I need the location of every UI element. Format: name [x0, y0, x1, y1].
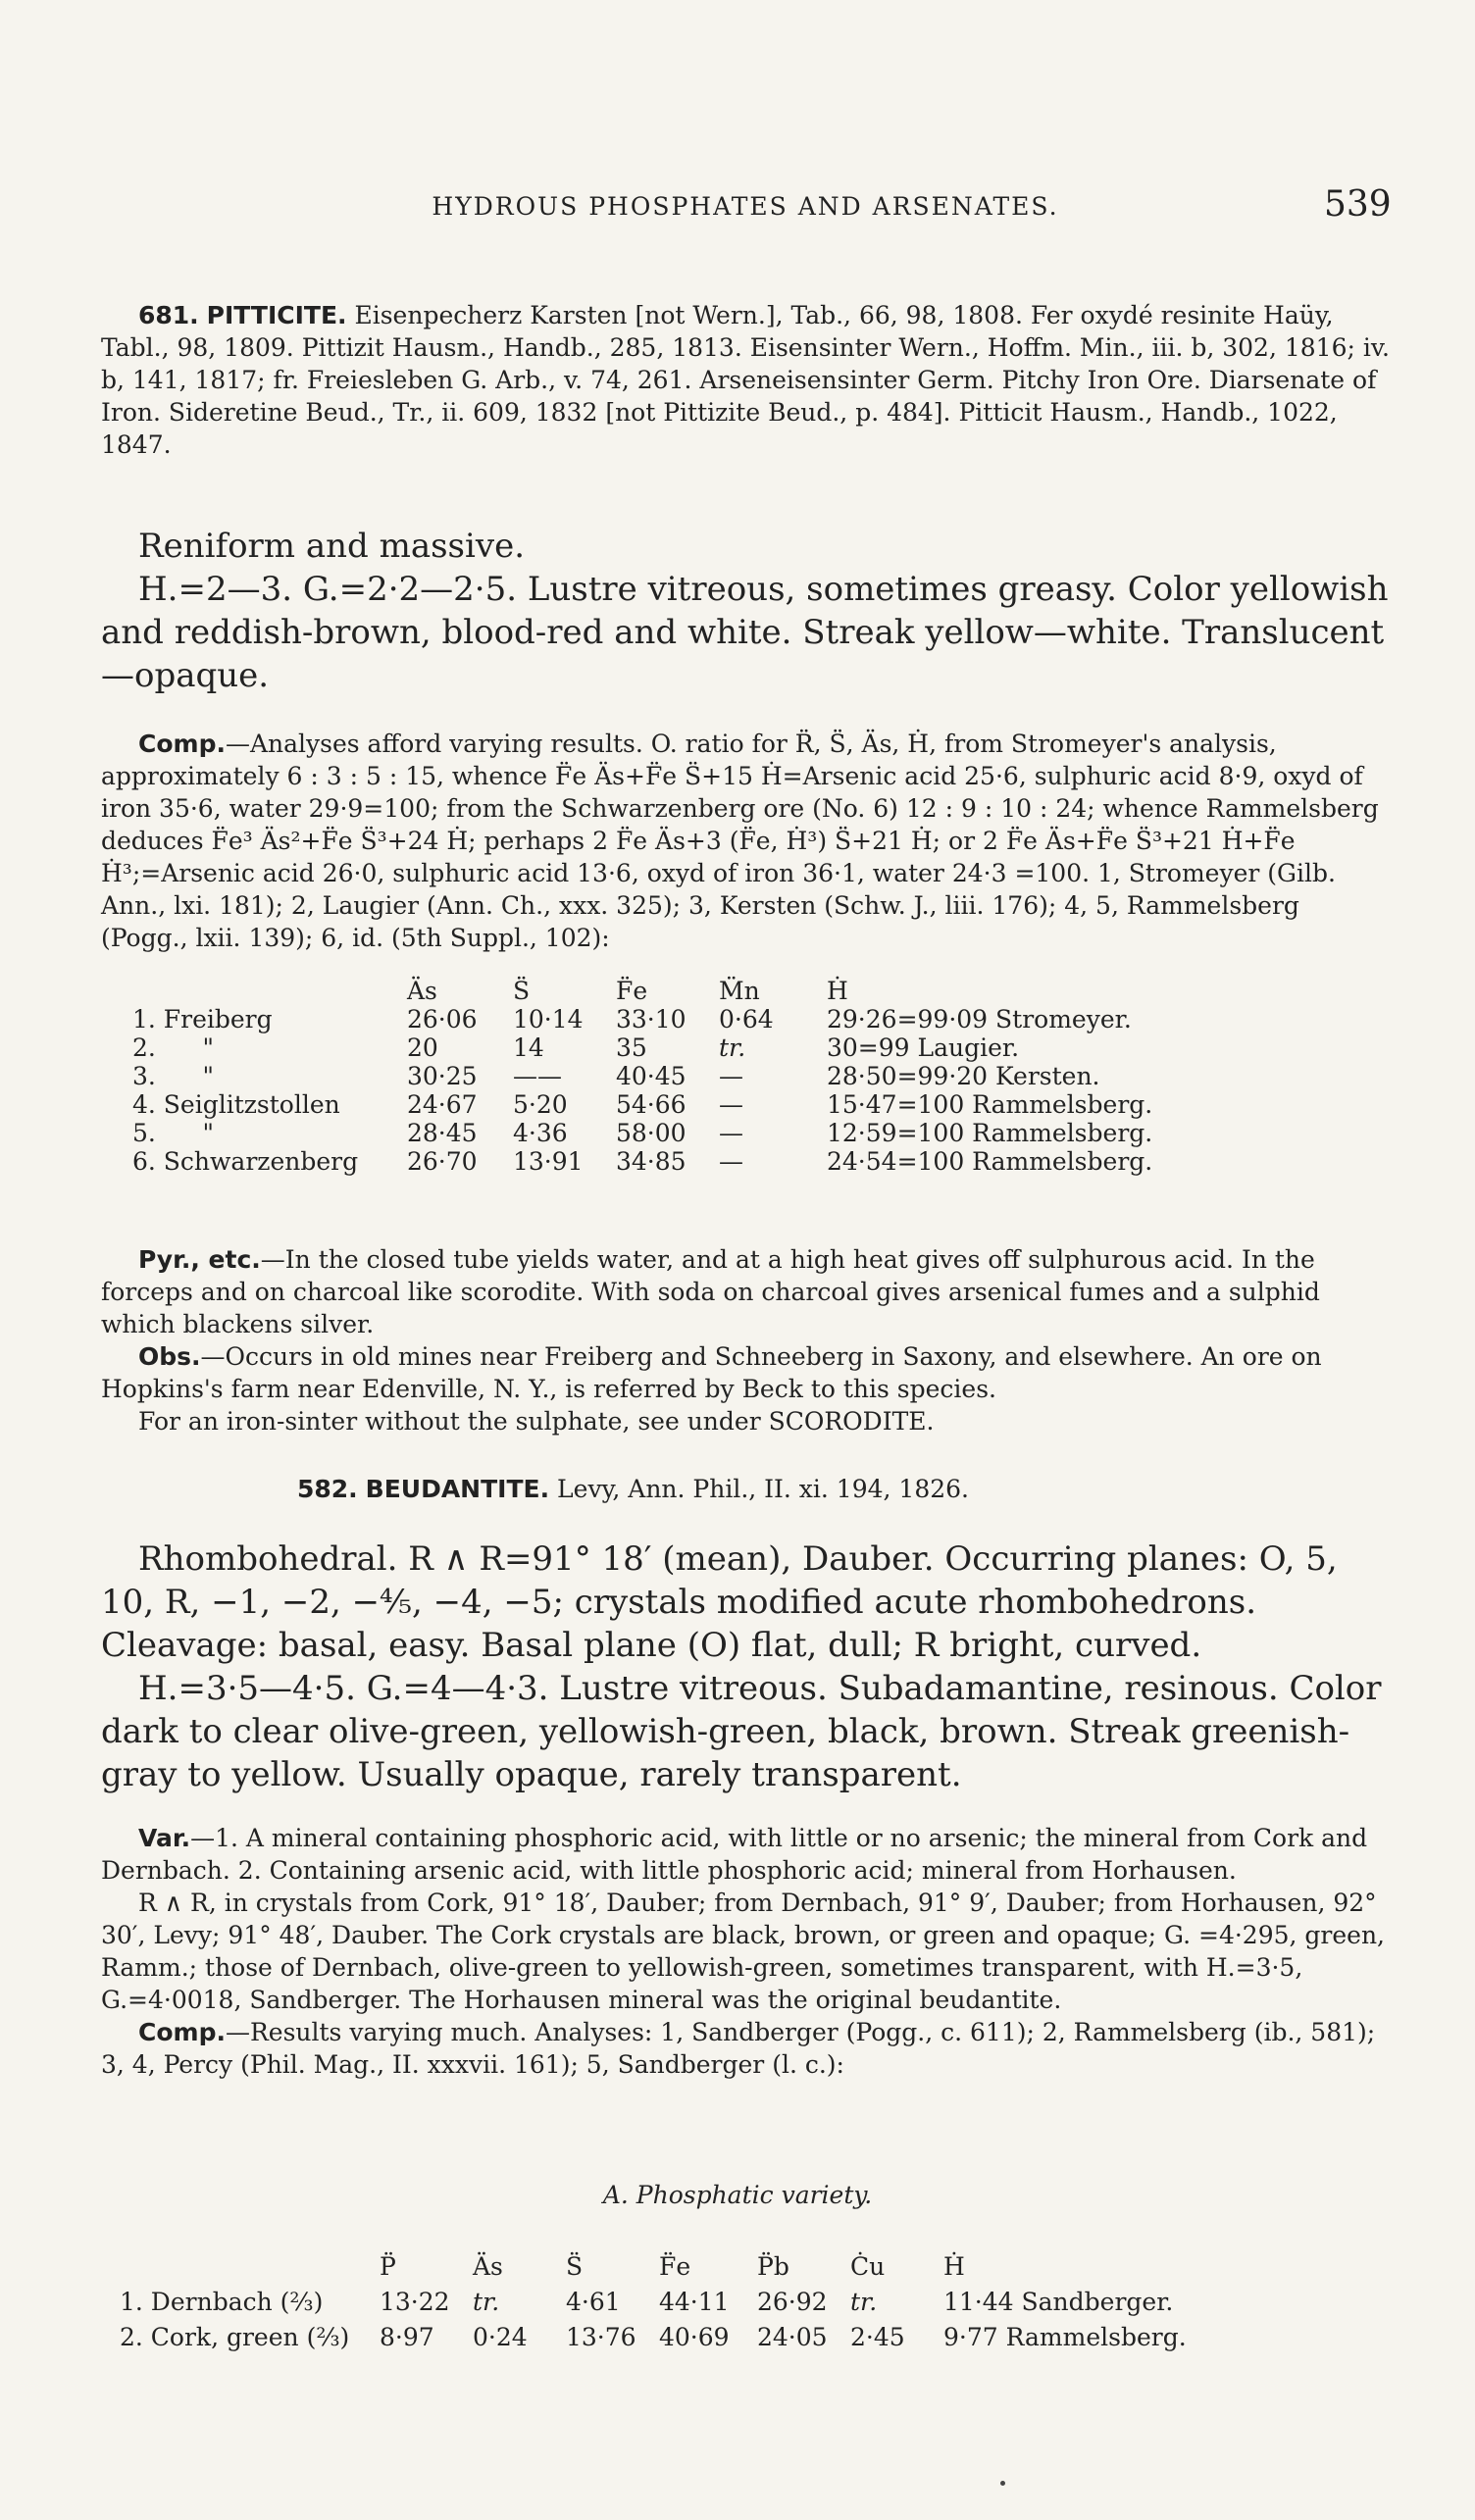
table-cell: 1. Dernbach (⅔) — [120, 2287, 324, 2316]
table-cell: 24·54=100 Rammelsberg. — [827, 1147, 1153, 1176]
table-header-cell: Ḣ — [827, 977, 848, 1005]
table-header-cell: Äs — [473, 2251, 503, 2281]
pitticite-notes — [101, 1243, 1391, 1437]
table-header-cell: P̈b — [757, 2251, 789, 2281]
table-header-cell: Ḣ — [943, 2251, 965, 2281]
table-row — [132, 1033, 1152, 1062]
table-cell: 5. " — [132, 1119, 215, 1147]
table-header-cell: Äs — [407, 977, 437, 1005]
table-cell: 9·77 Rammelsberg. — [943, 2322, 1187, 2351]
table-header-cell — [120, 2248, 380, 2284]
table-cell: 2·45 — [850, 2322, 905, 2351]
table-cell: 11·44 Sandberger. — [943, 2287, 1174, 2316]
pitticite-analysis-table — [132, 977, 1152, 1176]
table-cell: 40·69 — [659, 2322, 730, 2351]
table-cell: — — [719, 1119, 743, 1147]
table-cell: 26·70 — [407, 1147, 478, 1176]
species-number-582: 582. — [297, 1475, 358, 1503]
table-cell: 24·05 — [757, 2322, 828, 2351]
comp-label: Comp. — [138, 730, 226, 758]
table-cell: 0·64 — [719, 1005, 774, 1033]
comp-label: Comp. — [138, 2018, 226, 2046]
pitticite-habit: Reniform and massive. — [138, 527, 526, 566]
table-cell: tr. — [719, 1033, 746, 1062]
beudantite-reference: Levy, Ann. Phil., II. xi. 194, 1826. — [557, 1475, 969, 1503]
table-cell: — — [719, 1090, 743, 1119]
table-row — [132, 1090, 1152, 1119]
table-row — [120, 2284, 1187, 2319]
stray-mark — [1000, 2481, 1005, 2486]
var-label: Var. — [138, 1824, 191, 1852]
table-cell: 4·61 — [566, 2287, 621, 2316]
table-cell: 26·92 — [757, 2287, 828, 2316]
table-header-cell: F̈e — [659, 2251, 691, 2281]
table-row — [132, 1119, 1152, 1147]
table-cell: 2. Cork, green (⅔) — [120, 2322, 350, 2351]
table-header-row — [132, 977, 1152, 1005]
table-title: A. Phosphatic variety. — [602, 2181, 873, 2209]
table-cell: 8·97 — [380, 2322, 434, 2351]
table-cell: 30=99 Laugier. — [827, 1033, 1020, 1062]
page-number: 539 — [1324, 184, 1392, 225]
table-row — [132, 1147, 1152, 1176]
table-row — [120, 2319, 1187, 2354]
beudantite-angles-text: R ∧ R, in crystals from Cork, 91° 18′, Dauber; from Dernbach, 91° 9′, Dauber; from Horhausen, 92° 30′, Levy; 91° 48′, Dauber. The Cork crystals are black, brown, or green and opaque; G. =4·295, green, Ramm.; those of Dernbach, olive-green to yellowish-green, sometimes transparent, with H.=3·5, G.=4·0018, Sandberger. The Horhausen mineral was the original beudantite. — [101, 1889, 1385, 2014]
table-cell: 4. Seiglitzstollen — [132, 1090, 340, 1119]
beudantite-varieties — [101, 1822, 1391, 2081]
table-cell: tr. — [473, 2287, 500, 2316]
table-cell: 13·22 — [380, 2287, 450, 2316]
table-header-row — [120, 2248, 1187, 2284]
table-cell: 54·66 — [616, 1090, 687, 1119]
table-cell: 26·06 — [407, 1005, 478, 1033]
table-cell: 28·50=99·20 Kersten. — [827, 1062, 1100, 1090]
table-cell: 35 — [616, 1033, 647, 1062]
pyr-label: Pyr., etc. — [138, 1245, 261, 1274]
species-name-pitticite: PITTICITE. — [206, 301, 347, 329]
table-cell: 58·00 — [616, 1119, 687, 1147]
table-header-cell: Ċu — [850, 2251, 886, 2281]
beudantite-analysis-table — [120, 2248, 1187, 2354]
table-cell: 5·20 — [513, 1090, 568, 1119]
table-cell: 33·10 — [616, 1005, 687, 1033]
table-cell: 20 — [407, 1033, 438, 1062]
beudantite-crystallography: Rhombohedral. R ∧ R=91° 18′ (mean), Dauber. Occurring planes: O, 5, 10, R, −1, −2, −⁴⁄₅, −4, −5; crystals modified acute rhombohedrons. Cleavage: basal, easy. Basal plane (O) flat, dull; R bright, curved. — [101, 1539, 1338, 1665]
species-name-beudantite: BEUDANTITE. — [365, 1475, 550, 1503]
table-header-cell: S̈ — [566, 2251, 584, 2281]
pitticite-description — [101, 525, 1391, 697]
table-cell: 2. " — [132, 1033, 215, 1062]
table-cell: 15·47=100 Rammelsberg. — [827, 1090, 1153, 1119]
species-number-581: 681. — [138, 301, 199, 329]
beudantite-description — [101, 1537, 1391, 1796]
beudantite-var-text: —1. A mineral containing phosphoric acid, with little or no arsenic; the mineral from Cork and Dernbach. 2. Containing arsenic acid, with little phosphoric acid; mineral from Horhausen. — [101, 1824, 1368, 1885]
table-cell: 34·85 — [616, 1147, 687, 1176]
table-cell: 29·26=99·09 Stromeyer. — [827, 1005, 1132, 1033]
table-cell: 13·91 — [513, 1147, 584, 1176]
pitticite-pyr-text: —In the closed tube yields water, and at a high heat gives off sulphurous acid. In the forceps and on charcoal like scorodite. With soda on charcoal gives arsenical fumes and a sulphid which blackens silver. — [101, 1245, 1320, 1338]
table-header-cell — [132, 977, 407, 1005]
pitticite-composition — [101, 728, 1391, 954]
table-cell: 6. Schwarzenberg — [132, 1147, 359, 1176]
table-cell: 12·59=100 Rammelsberg. — [827, 1119, 1153, 1147]
table-cell: 40·45 — [616, 1062, 687, 1090]
table-header-cell: P̈ — [380, 2251, 396, 2281]
table-cell: 3. " — [132, 1062, 215, 1090]
beudantite-properties: H.=3·5—4·5. G.=4—4·3. Lustre vitreous. Subadamantine, resinous. Color dark to clear olive-green, yellowish-green, black, brown. Streak greenish-gray to yellow. Usually opaque, rarely transparent. — [101, 1669, 1382, 1794]
table-cell: 28·45 — [407, 1119, 478, 1147]
table-cell: 10·14 — [513, 1005, 584, 1033]
table-cell: 30·25 — [407, 1062, 478, 1090]
table-row — [132, 1005, 1152, 1033]
table-header-cell: M̈n — [719, 977, 760, 1005]
table-cell: — — [719, 1147, 743, 1176]
table-cell: 24·67 — [407, 1090, 478, 1119]
table-cell: —— — [513, 1062, 562, 1090]
pitticite-obs-text: —Occurs in old mines near Freiberg and Schneeberg in Saxony, and elsewhere. An ore on Hopkins's farm near Edenville, N. Y., is referred by Beck to this species. — [101, 1342, 1322, 1403]
pitticite-comp-text: —Analyses afford varying results. O. ratio for R̈, S̈, Äs, Ḣ, from Stromeyer's analysis, approximately 6 : 3 : 5 : 15, whence F̈e Äs+F̈e S̈+15 Ḣ=Arsenic acid 25·6, sulphuric acid 8·9, oxyd of iron 35·6, water 29·9=100; from the Schwarzenberg ore (No. 6) 12 : 9 : 10 : 24; whence Rammelsberg deduces F̈e³ Äs²+F̈e S̈³+24 Ḣ; perhaps 2 F̈e Äs+3 (F̈e, Ḣ³) S̈+21 Ḣ; or 2 F̈e Äs+F̈e S̈³+21 Ḣ+F̈e Ḣ³;=Arsenic acid 26·0, sulphuric acid 13·6, oxyd of iron 36·1, water 24·3 =100. 1, Stromeyer (Gilb. Ann., lxi. 181); 2, Laugier (Ann. Ch., xxx. 325); 3, Kersten (Schw. J., liii. 176); 4, 5, Rammelsberg (Pogg., lxii. 139); 6, id. (5th Suppl., 102): — [101, 730, 1379, 952]
table-header-cell: S̈ — [513, 977, 531, 1005]
pitticite-properties: H.=2—3. G.=2·2—2·5. Lustre vitreous, sometimes greasy. Color yellowish and reddish-brown, blood-red and white. Streak yellow—white. Translucent—opaque. — [101, 570, 1389, 695]
table-cell: 4·36 — [513, 1119, 568, 1147]
beudantite-comp-text: —Results varying much. Analyses: 1, Sandberger (Pogg., c. 611); 2, Rammelsberg (ib., 581); 3, 4, Percy (Phil. Mag., II. xxxvii. 161); 5, Sandberger (l. c.): — [101, 2018, 1376, 2079]
table-cell: 44·11 — [659, 2287, 730, 2316]
table-cell: 13·76 — [566, 2322, 636, 2351]
running-head: HYDROUS PHOSPHATES AND ARSENATES. — [432, 192, 1059, 221]
obs-label: Obs. — [138, 1342, 201, 1371]
pitticite-footnote: For an iron-sinter without the sulphate, see under SCORODITE. — [138, 1407, 935, 1436]
table-cell: — — [719, 1062, 743, 1090]
table-cell: tr. — [850, 2287, 878, 2316]
table-row — [132, 1062, 1152, 1090]
table-cell: 14 — [513, 1033, 544, 1062]
table-header-cell: F̈e — [616, 977, 648, 1005]
pitticite-synonyms: Eisenpecherz Karsten [not Wern.], Tab., 66, 98, 1808. Fer oxydé resinite Haüy, Tabl., 98, 1809. Pittizit Hausm., Handb., 285, 1813. Eisensinter Wern., Hoffm. Min., iii. b, 302, 1816; iv. b, 141, 1817; fr. Freiesleben G. Arb., v. 74, 261. Arseneisensinter Germ. Pitchy Iron Ore. Diarsenate of Iron. Sideretine Beud., Tr., ii. 609, 1832 [not Pittizite Beud., p. 484]. Pitticit Hausm., Handb., 1022, 1847. — [101, 301, 1390, 459]
table-cell: 1. Freiberg — [132, 1005, 273, 1033]
table-cell: 0·24 — [473, 2322, 528, 2351]
beudantite-heading — [101, 1473, 1391, 1505]
pitticite-synonymy — [101, 299, 1391, 461]
